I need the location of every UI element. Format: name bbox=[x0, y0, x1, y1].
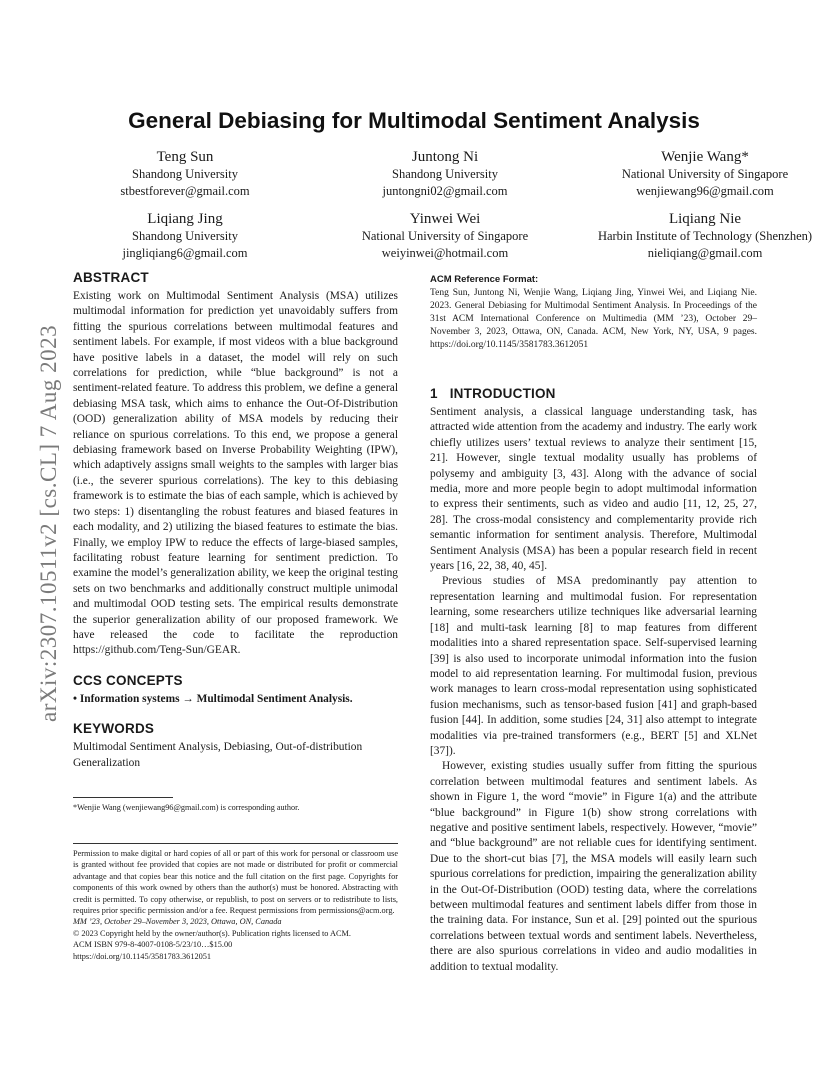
author-email[interactable]: stbestforever@gmail.com bbox=[120, 184, 250, 198]
keywords-section bbox=[73, 721, 398, 771]
section-title: INTRODUCTION bbox=[449, 386, 556, 401]
author-wenjie-wang bbox=[580, 148, 828, 200]
corresponding-author-footnote: *Wenjie Wang (wenjiewang96@gmail.com) is corresponding author. bbox=[73, 802, 300, 812]
author-affiliation: Shandong University bbox=[132, 167, 238, 181]
author-affiliation: Shandong University bbox=[132, 229, 238, 243]
footnote-divider bbox=[73, 797, 173, 798]
ccs-item: • Information systems → Multimodal Sentiment Analysis. bbox=[73, 692, 353, 705]
author-email[interactable]: juntongni02@gmail.com bbox=[382, 184, 508, 198]
author-email[interactable]: nieliqiang@gmail.com bbox=[647, 246, 763, 260]
permission-notice: Permission to make digital or hard copies of all or part of this work for personal or classroom use is granted without fee provided that copies are not made or distributed for profit or commercial advantage and that copies bear this notice and the full citation on the first page. Copyrights for components of this work owned by others than the author(s) must be honored. Abstracting with credit is permitted. To copy otherwise, or republish, to post on servers or to redistribute to lists, requires prior specific permission and/or a fee. Request permissions from permissions@acm.org. bbox=[73, 848, 398, 915]
author-liqiang-jing bbox=[60, 210, 310, 262]
author-row-1 bbox=[60, 148, 828, 200]
author-affiliation: Harbin Institute of Technology (Shenzhen) bbox=[597, 229, 813, 243]
author-teng-sun bbox=[60, 148, 310, 200]
author-row-2 bbox=[60, 210, 828, 262]
left-column bbox=[73, 270, 398, 962]
section-number: 1 bbox=[430, 386, 438, 401]
acm-reference-heading: ACM Reference Format: bbox=[430, 274, 539, 285]
abstract-text: Existing work on Multimodal Sentiment Analysis (MSA) utilizes multimodal information for prediction yet unavoidably suffers from fitting the spurious correlations between multimodal features and sentiment labels. For example, if most videos with a blue background have positive labels in a dataset, the model will rely on such correlations for prediction, while “blue background” is not a sentiment-related feature. To address this problem, we define a general debiasing MSA task, which aims to enhance the Out-Of-Distribution (OOD) generalization ability of MSA models by reducing their reliance on spurious correlations. To this end, we propose a general debiasing framework based on Inverse Probability Weighting (IPW), which adaptively assigns small weights to the samples with larger bias (i.e., the severer spurious correlations). The key to this debiasing framework is to estimate the bias of each sample, which is achieved by two steps: 1) disentangling the robust features and biased features in each modality, and 2) utilizing the biased features to estimate the bias. Finally, we employ IPW to reduce the effects of large-biased samples, facilitating robust feature learning for sentiment prediction. To examine the model’s generalization ability, we keep the original testing sets on two benchmarks and additionally construct multiple unimodal and multimodal OOD testing sets. The empirical results demonstrate the superior generalization ability of our proposed framework. We have released the code to facilitate the reproduction https://github.com/Teng-Sun/GEAR. bbox=[73, 290, 398, 657]
author-email[interactable]: jingliqiang6@gmail.com bbox=[122, 246, 248, 260]
author-email[interactable]: weiyinwei@hotmail.com bbox=[381, 246, 509, 260]
author-yinwei-wei bbox=[320, 210, 570, 262]
paper-title: General Debiasing for Multimodal Sentiment Analysis bbox=[128, 108, 700, 133]
keywords-text: Multimodal Sentiment Analysis, Debiasing, Out-of-distribution Generalization bbox=[73, 741, 363, 769]
author-affiliation: National University of Singapore bbox=[361, 229, 529, 243]
arxiv-identifier: arXiv:2307.10511v2 [cs.CL] 7 Aug 2023 bbox=[36, 324, 61, 722]
author-name: Wenjie Wang* bbox=[661, 149, 749, 165]
doi-link[interactable]: https://doi.org/10.1145/3581783.3612051 bbox=[73, 951, 212, 961]
venue-line: MM ’23, October 29–November 3, 2023, Ottawa, ON, Canada bbox=[73, 917, 282, 927]
author-affiliation: Shandong University bbox=[392, 167, 498, 181]
author-affiliation: National University of Singapore bbox=[621, 167, 789, 181]
author-name: Teng Sun bbox=[156, 149, 214, 165]
author-name: Liqiang Nie bbox=[668, 211, 742, 227]
author-block bbox=[60, 148, 828, 272]
intro-paragraph-2: Previous studies of MSA predominantly pay attention to representation learning and multimodal fusion. For representation learning, some researchers utilize techniques like adversarial learning [18] and multi-task learning [8] to map features from different modalities into a shared representation space. Self-supervised learning [39] is also used to incorporate unimodal information into the fusion model to aid representation learning. For multimodal fusion, previous work manages to learn cross-modal representation using sophisticated fusion mechanisms, such as tensor-based fusion [41] and graph-based fusion [44]. In addition, some studies [24, 31] also attempt to integrate modalities via pre-trained transformers (e.g., BERT [5] and XLNet [37]). bbox=[430, 575, 757, 757]
author-name: Liqiang Jing bbox=[147, 211, 223, 227]
author-juntong-ni bbox=[320, 148, 570, 200]
ccs-section bbox=[73, 673, 398, 707]
author-name: Yinwei Wei bbox=[409, 211, 481, 227]
author-name: Juntong Ni bbox=[411, 149, 479, 165]
abstract-heading: ABSTRACT bbox=[73, 270, 149, 285]
right-column bbox=[430, 274, 757, 975]
copyright-line: © 2023 Copyright held by the owner/author(s). Publication rights licensed to ACM. bbox=[73, 928, 351, 938]
intro-paragraph-1: Sentiment analysis, a classical language understanding task, has attracted wide attention from the academy and industry. The early work chiefly utilizes users’ textual reviews to analyze their sentiment [15, 21]. However, single textual modality usually has problems of polysemy and ambiguity [3, 43]. Along with the advance of social media, more and more people begin to adopt multimodal information to express their sentiments, such as video and audio [11, 12, 25, 27, 28]. The cross-modal consistency and complementarity provide rich semantic information for sentiment analysis. Therefore, Multimodal Sentiment Analysis (MSA) has been a popular research field in recent years [16, 22, 38, 40, 45]. bbox=[430, 406, 757, 573]
isbn-line: ACM ISBN 979-8-4007-0108-5/23/10…$15.00 bbox=[73, 940, 233, 950]
author-liqiang-nie bbox=[580, 210, 828, 262]
intro-paragraph-3: However, existing studies usually suffer from fitting the spurious correlation between multimodal features and sentiment labels. As shown in Figure 1, the word “movie” in Figure 1(a) and the attribute “blue background” in Figure 1(b) show strong correlations with negative and positive sentiment labels, respectively. However, “movie” and “blue background” are not reliable cues for identifying sentiment. Due to the short-cut bias [7], the MSA models will easily learn such spurious correlations for prediction, impairing the generalization ability in the Out-Of-Distribution (OOD) testing data, where the correlations between multimodal features and sentiment labels differ from those in the training data. For instance, Sun et al. [29] pointed out the spurious correlations between textual words and sentiment labels. Nevertheless, there are also spurious correlations in video and audio modalities in addition to textual modality. bbox=[430, 760, 757, 973]
acm-reference-text: Teng Sun, Juntong Ni, Wenjie Wang, Liqiang Jing, Yinwei Wei, and Liqiang Nie. 2023. General Debiasing for Multimodal Sentiment Analysis. In Proceedings of the 31st ACM International Conference on Multimedia (MM ’23), October 29–November 3, 2023, Ottawa, ON, Canada. ACM, New York, NY, USA, 9 pages. https://doi.org/10.1145/3581783.3612051 bbox=[430, 288, 757, 350]
author-email[interactable]: wenjiewang96@gmail.com bbox=[636, 184, 774, 198]
ccs-heading: CCS CONCEPTS bbox=[73, 672, 183, 688]
keywords-heading: KEYWORDS bbox=[73, 721, 155, 737]
permission-divider bbox=[73, 843, 398, 844]
introduction-heading bbox=[430, 386, 757, 401]
